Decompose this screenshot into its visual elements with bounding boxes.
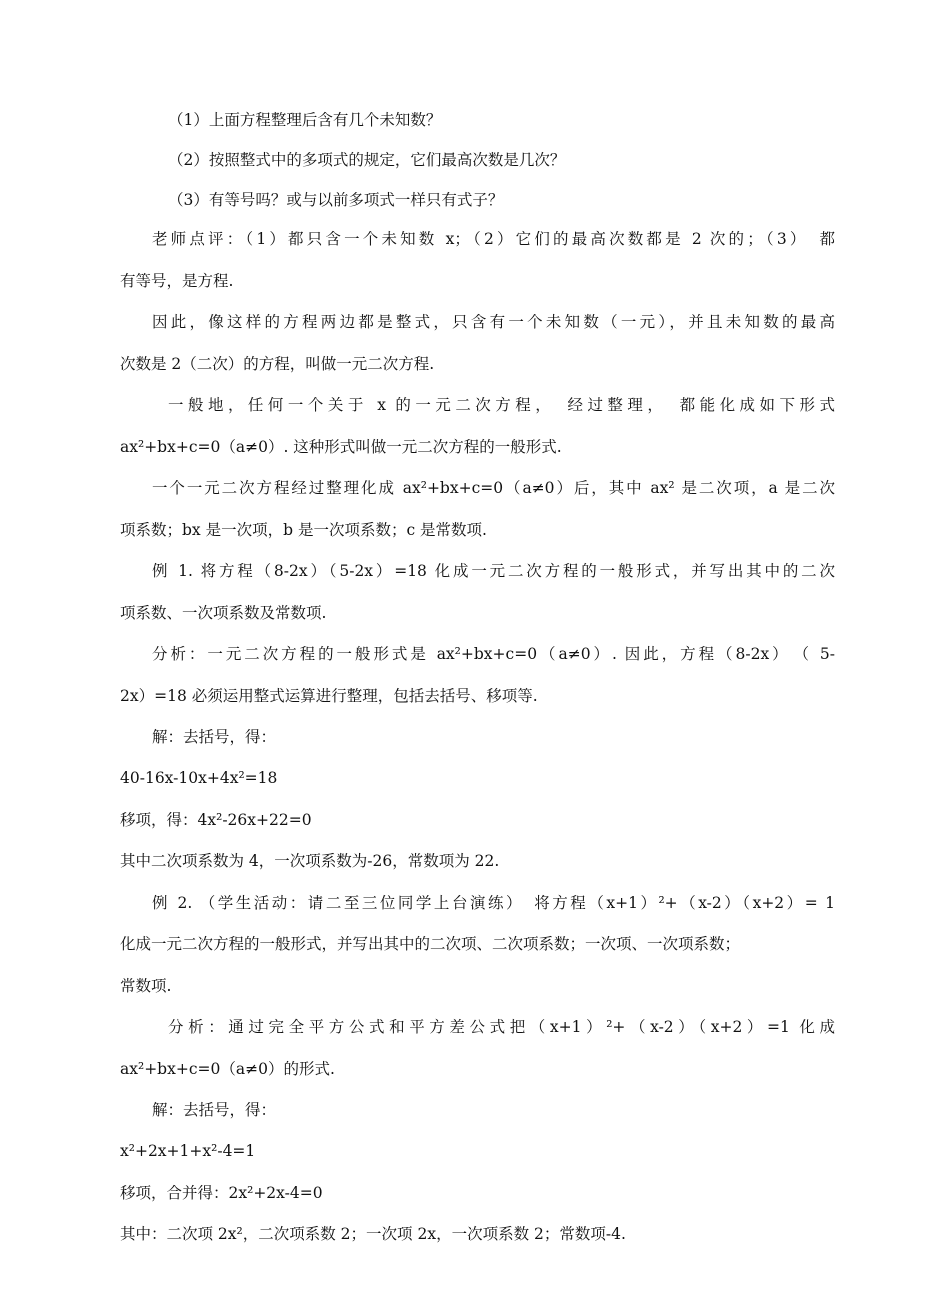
example-1: 例 1. 将方程（8-2x）（5-2x）=18 化成一元二次方程的一般形式，并写出其中的二次: [152, 562, 835, 580]
example-2-analysis-cont: ax²+bx+c=0（a≠0）的形式.: [120, 1060, 335, 1078]
general-form-formula: ax²+bx+c=0（a≠0）. 这种形式叫做一元二次方程的一般形式.: [120, 438, 562, 456]
example-1-step-2: 移项，得：4x²-26x+22=0: [120, 811, 312, 829]
example-1-cont: 项系数、一次项系数及常数项.: [120, 604, 327, 622]
example-2-cont: 化成一元二次方程的一般形式，并写出其中的二次项、二次项系数；一次项、一次项系数；: [120, 935, 741, 953]
definition-paragraph: 因此，像这样的方程两边都是整式，只含有一个未知数（一元），并且未知数的最高: [152, 313, 835, 331]
teacher-comment-cont: 有等号，是方程.: [120, 272, 234, 290]
example-2-result: 其中：二次项 2x²，二次项系数 2；一次项 2x，一次项系数 2；常数项-4.: [120, 1225, 626, 1243]
example-1-solution: 解：去括号，得：: [152, 728, 277, 746]
teacher-comment: 老师点评：（1）都只含一个未知数 x；（2）它们的最高次数都是 2 次的；（3） 都: [152, 230, 835, 248]
example-1-step-1: 40-16x-10x+4x²=18: [120, 769, 278, 787]
question-1: （1）上面方程整理后含有几个未知数？: [168, 111, 442, 129]
example-2-step-1: x²+2x+1+x²-4=1: [120, 1142, 256, 1160]
example-2-cont-2: 常数项.: [120, 977, 172, 995]
example-2: 例 2. （学生活动：请二至三位同学上台演练） 将方程（x+1）²+（x-2）（x+2）= 1: [152, 894, 835, 912]
question-2: （2）按照整式中的多项式的规定，它们最高次数是几次？: [168, 151, 566, 169]
question-3: （3）有等号吗？或与以前多项式一样只有式子？: [168, 191, 504, 209]
example-1-result: 其中二次项系数为 4，一次项系数为-26，常数项为 22.: [120, 852, 500, 870]
example-2-solution: 解：去括号，得：: [152, 1101, 277, 1119]
example-2-step-2: 移项，合并得：2x²+2x-4=0: [120, 1184, 323, 1202]
example-1-analysis: 分析：一元二次方程的一般形式是 ax²+bx+c=0（a≠0）. 因此，方程（8-2x） （ 5-: [152, 645, 835, 663]
example-2-analysis: 分析：通过完全平方公式和平方差公式把（x+1）²+（x-2）（x+2）=1 化成: [168, 1018, 835, 1036]
definition-paragraph-cont: 次数是 2（二次）的方程，叫做一元二次方程.: [120, 355, 435, 373]
terms-paragraph-cont: 项系数；bx 是一次项，b 是一次项系数；c 是常数项.: [120, 521, 487, 539]
terms-paragraph: 一个一元二次方程经过整理化成 ax²+bx+c=0（a≠0）后，其中 ax² 是二次项，a 是二次: [152, 479, 835, 497]
general-form-paragraph: 一般地，任何一个关于 x 的一元二次方程， 经过整理， 都能化成如下形式: [168, 396, 835, 414]
example-1-analysis-cont: 2x）=18 必须运用整式运算进行整理，包括去括号、移项等.: [120, 687, 538, 705]
